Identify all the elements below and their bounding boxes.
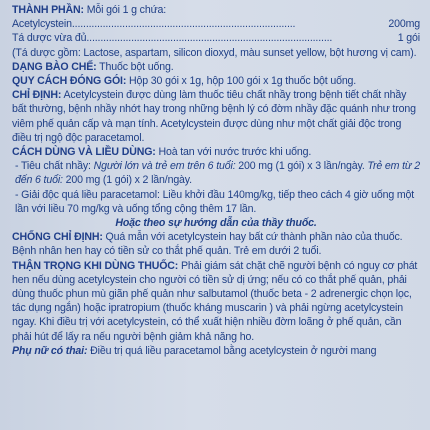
dosage-form-label: DẠNG BÀO CHẾ:: [12, 60, 97, 73]
indications-section: [12, 88, 420, 145]
ingredient-row-excipient: [12, 31, 420, 45]
dosage-form-text: Thuốc bột uống.: [96, 60, 174, 73]
contraindications-label: CHỐNG CHỈ ĐỊNH:: [12, 231, 103, 244]
usage-text: Hoà tan với nước trước khi uống.: [155, 146, 312, 159]
precautions-label: THẬN TRỌNG KHI DÙNG THUỐC:: [12, 259, 179, 272]
usage-section: [12, 145, 420, 159]
ingredient-active-name: Acetylcystein................................................................................: [12, 18, 296, 31]
indications-label: CHỈ ĐỊNH:: [12, 89, 62, 102]
usage-item-mucolytic: [12, 159, 420, 187]
usage-item1-group-child: Trẻ em từ 2 đến 6 tuổi:: [15, 160, 420, 187]
usage-item1-dose-adult: 200 mg (1 gói) x 3 lần/ngày.: [235, 160, 368, 173]
packaging-text: Hộp 30 gói x 1g, hộp 100 gói x 1g thuốc bột uống.: [126, 75, 357, 88]
ingredient-excipient-amount: 1 gói: [397, 32, 420, 45]
pregnancy-label: Phụ nữ có thai:: [12, 344, 88, 357]
usage-item1-dose-child: 200 mg (1 gói) x 2 lần/ngày.: [62, 174, 192, 187]
pregnancy-section: [12, 344, 420, 358]
usage-note: Hoặc theo sự hướng dẫn của thầy thuốc.: [115, 217, 317, 230]
usage-item1-prefix: - Tiêu chất nhầy:: [15, 160, 94, 173]
excipient-detail: (Tá dược gồm: Lactose, aspartam, silicon dioxyd, màu sunset yellow, bột hương vị cam).: [12, 46, 417, 59]
usage-label: CÁCH DÙNG VÀ LIỀU DÙNG:: [12, 146, 156, 159]
pregnancy-text: Điều trị quá liều paracetamol bằng acetylcystein ở người mang: [87, 344, 377, 357]
precautions-text: Phải giám sát chặt chẽ người bệnh có nguy cơ phát hen nếu dùng acetylcystein cho người có tiền sử dị ứng; nếu có co thắt phế quản, phải dùng thuốc phun mù giãn phế quản như salbutamol (thuốc beta - 2 adrenergic chọn lọc, tác dụng ngắn) hoặc ipratropium (thuốc kháng muscarin ) và phải ngừng acetylcystein ngay. Khi điều trị với acetylcystein, có thể xuất hiện nhiều đờm loãng ở phế quản, cần phải hút để lấy ra nếu người bệnh giảm khả năng ho.: [12, 259, 418, 343]
contraindications-text: Quá mẫn với acetylcystein hay bất cứ thành phần nào của thuốc. Bệnh nhân hen hay có tiền sử co thắt phế quản. Trẻ em dưới 2 tuổi.: [12, 231, 403, 258]
packaging-label: QUY CÁCH ĐÓNG GÓI:: [12, 75, 127, 88]
indications-text: Acetylcystein được dùng làm thuốc tiêu chất nhầy trong bệnh tiết chất nhầy bất thường, bệnh nhầy nhớt hay trong những bệnh lý có đờm nhầy đặc quánh như trong viêm phế quản cấp và mạn tính. Acetylcystein được dùng như một chất giải độc trong điều trị ngộ độc paracetamol.: [12, 89, 416, 144]
contraindications-section: [12, 230, 420, 258]
ingredient-row-active: [12, 17, 420, 31]
usage-item1-group-adult: Người lớn và trẻ em trên 6 tuổi:: [93, 160, 236, 173]
ingredient-active-amount: 200mg: [388, 18, 420, 31]
ingredient-excipient-name: Tá dược vừa đủ........................................................................................: [12, 32, 333, 45]
packaging-section: [12, 74, 420, 88]
usage-item-antidote: - Giải độc quá liều paracetamol: Liều khởi đầu 140mg/kg, tiếp theo cách 4 giờ uống một lần với liều 70 mg/kg và uống tổng cộng thêm 17 lần.: [15, 188, 415, 215]
composition-heading: [12, 3, 420, 17]
precautions-section: [12, 259, 420, 344]
composition-label: THÀNH PHẦN:: [12, 4, 84, 16]
composition-intro: Mỗi gói 1 g chứa:: [83, 4, 167, 16]
dosage-form-section: [12, 60, 420, 74]
